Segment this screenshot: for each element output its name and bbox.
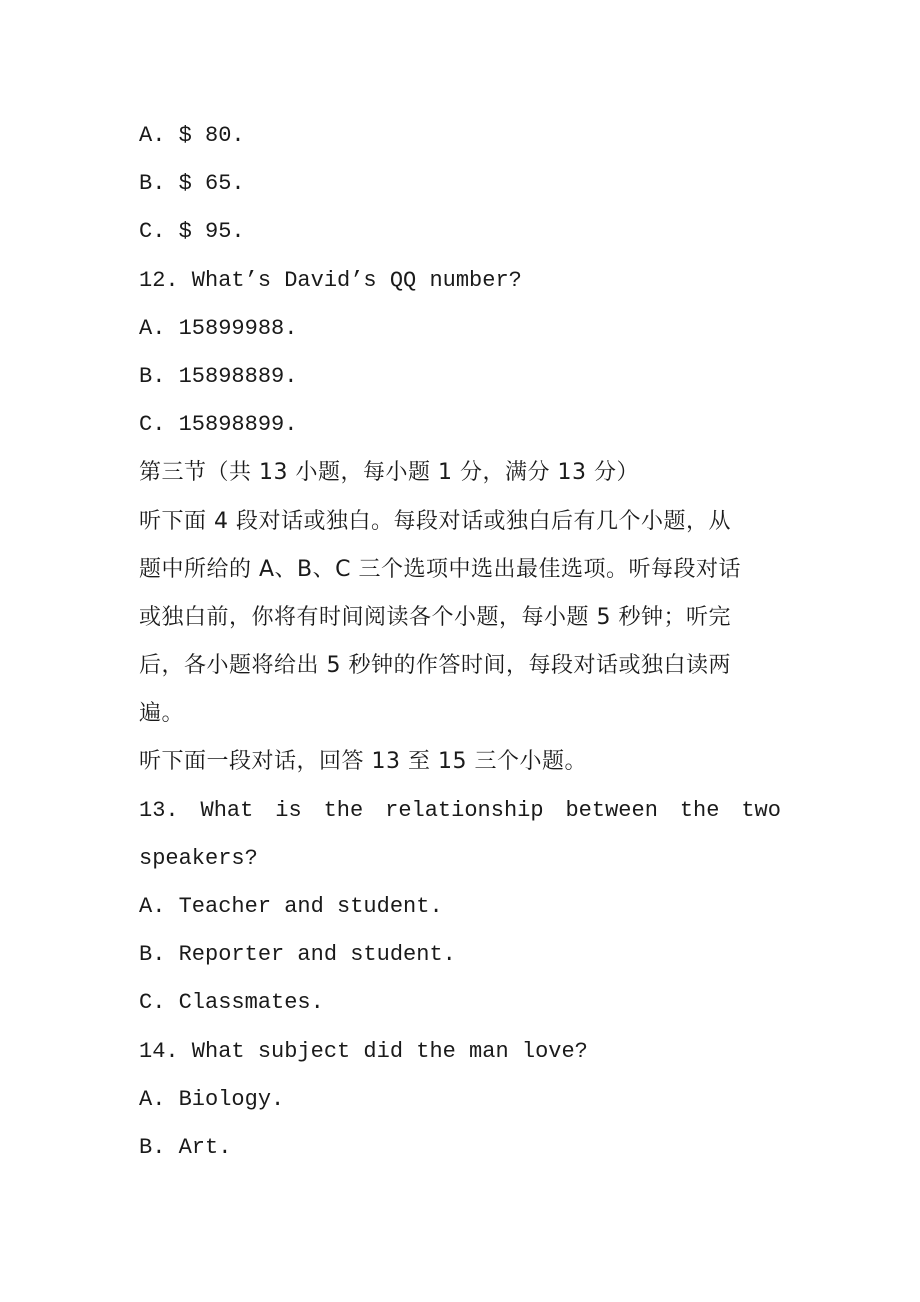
- section3-instruction-line: 遍。: [139, 701, 185, 727]
- q13-word: the: [323, 797, 364, 823]
- q12-question: 12. What’s David’s QQ number?: [139, 267, 522, 293]
- section3-title: 第三节（共 13 小题，每小题 1 分，满分 13 分）: [139, 460, 639, 486]
- q13-option-c: C. Classmates.: [139, 990, 324, 1016]
- q13-word: is: [275, 797, 302, 823]
- q14-option-b: B. Art.: [139, 1134, 232, 1160]
- q12-option-c: C. 15898899.: [139, 412, 298, 438]
- q13-word: What: [200, 797, 254, 823]
- section3-instruction-line: 题中所给的 A、B、C 三个选项中选出最佳选项。听每段对话: [139, 556, 741, 582]
- q13-option-a: A. Teacher and student.: [139, 894, 443, 919]
- q14-question: 14. What subject did the man love?: [139, 1038, 588, 1064]
- q14-option-a: A. Biology.: [139, 1086, 285, 1112]
- section3-instruction-line: 或独白前，你将有时间阅读各个小题，每小题 5 秒钟；听完: [139, 604, 731, 630]
- passage-intro: 听下面一段对话，回答 13 至 15 三个小题。: [139, 749, 587, 775]
- q13-word: two: [741, 797, 781, 823]
- q12-option-b: B. 15898889.: [139, 363, 298, 389]
- q13-question: [139, 787, 781, 835]
- q13-word: between: [565, 797, 658, 823]
- q13-question-cont: speakers?: [139, 845, 258, 871]
- document-page: [139, 112, 781, 1172]
- section3-instruction-line: 后，各小题将给出 5 秒钟的作答时间，每段对话或独白读两: [139, 653, 731, 679]
- q12-option-a: A. 15899988.: [139, 315, 298, 341]
- q11-option-b: B. $ 65.: [139, 171, 245, 197]
- q11-option-a: A. $ 80.: [139, 123, 245, 148]
- q11-option-c: C. $ 95.: [139, 219, 245, 245]
- q13-option-b: B. Reporter and student.: [139, 942, 456, 968]
- q13-word: 13.: [139, 797, 179, 823]
- q13-word: the: [679, 797, 720, 823]
- q13-word: relationship: [385, 797, 544, 823]
- section3-instruction-line: 听下面 4 段对话或独白。每段对话或独白后有几个小题，从: [139, 508, 731, 534]
